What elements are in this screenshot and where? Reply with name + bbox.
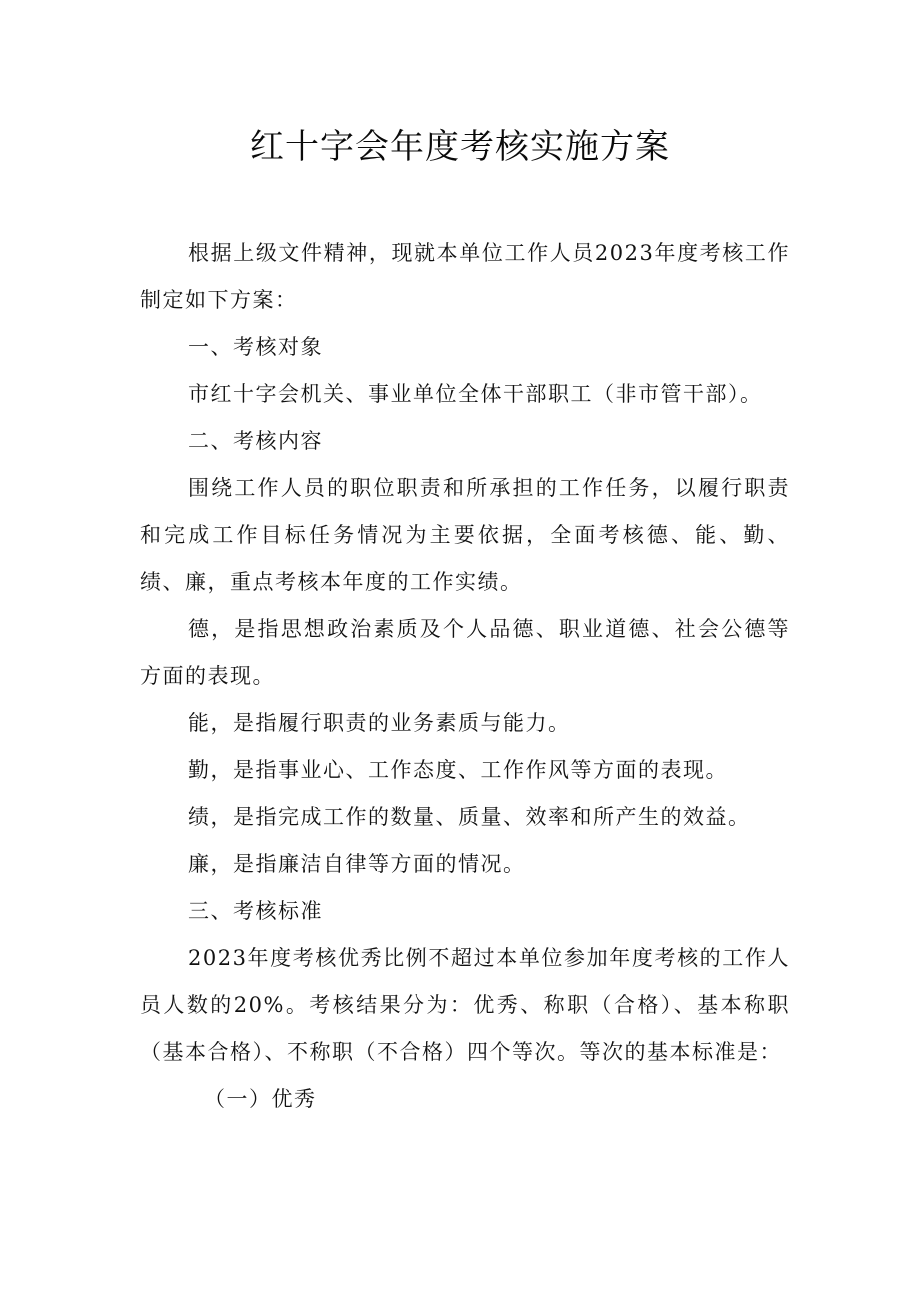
document-title: 红十字会年度考核实施方案 — [250, 127, 670, 167]
section-heading-targets: 一、考核对象 — [188, 335, 323, 359]
section-heading-content: 二、考核内容 — [188, 429, 323, 453]
targets-paragraph: 市红十字会机关、事业单位全体干部职工（非市管干部）。 — [188, 382, 763, 406]
intro-paragraph: 根据上级文件精神，现就本单位工作人员2023年度考核工作制定如下方案： — [140, 241, 790, 312]
performance-paragraph: 绩，是指完成工作的数量、质量、效率和所产生的效益。 — [188, 805, 751, 829]
diligence-paragraph: 勤，是指事业心、工作态度、工作作风等方面的表现。 — [188, 758, 728, 782]
standards-paragraph: 2023年度考核优秀比例不超过本单位参加年度考核的工作人员人数的20%。考核结果分为：优秀、称职（合格）、基本称职（基本合格）、不称职（不合格）四个等次。等次的基本标准是： — [140, 946, 790, 1064]
subsection-heading-excellent: （一）优秀 — [204, 1087, 317, 1111]
section-heading-standards: 三、考核标准 — [188, 899, 323, 923]
ability-paragraph: 能，是指履行职责的业务素质与能力。 — [188, 711, 571, 735]
virtue-paragraph: 德，是指思想政治素质及个人品德、职业道德、社会公德等方面的表现。 — [140, 617, 790, 688]
integrity-paragraph: 廉，是指廉洁自律等方面的情况。 — [188, 852, 526, 876]
content-paragraph: 围绕工作人员的职位职责和所承担的工作任务，以履行职责和完成工作目标任务情况为主要依据，全面考核德、能、勤、绩、廉，重点考核本年度的工作实绩。 — [140, 476, 790, 594]
document-body — [140, 230, 790, 1123]
